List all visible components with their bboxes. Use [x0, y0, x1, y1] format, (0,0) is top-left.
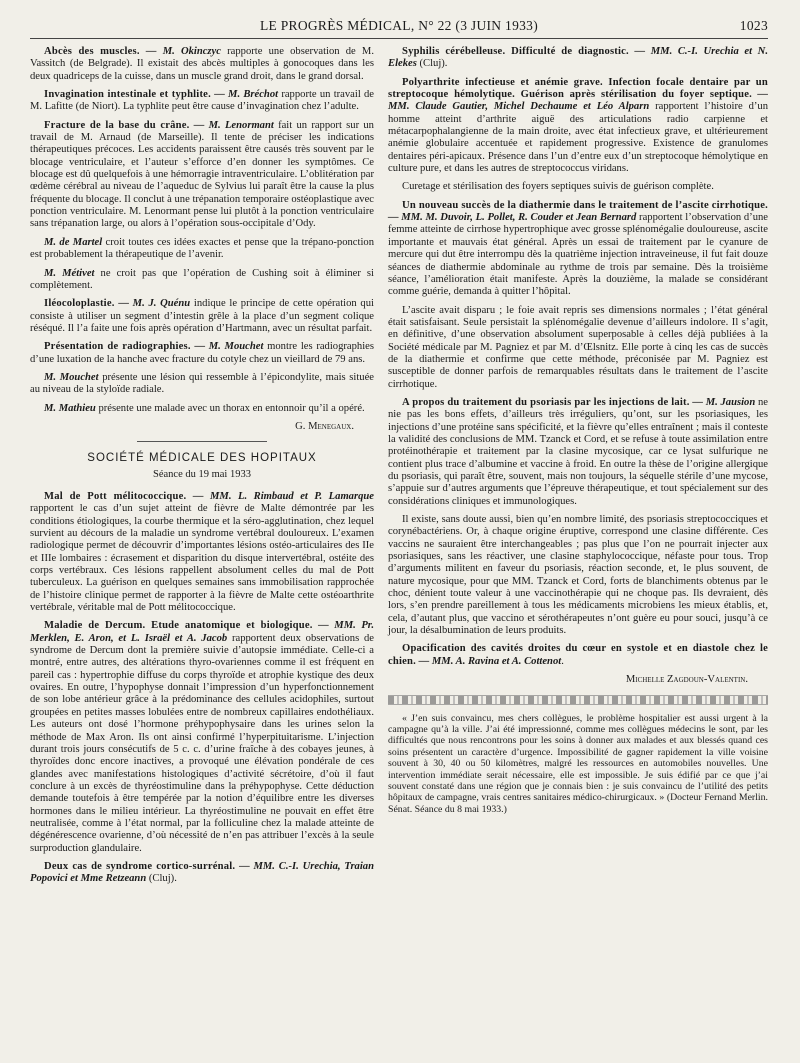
quote-paragraph: « J’en suis convaincu, mes chers collègues, le problème hospitalier est aussi urgent à la campagne qu’à la ville. J’ai été impressionné, comme mes collègues médecins le sont, par les difficultés que nous rencontrons pour les soins à donner aux malades et aux blessés quand ces soins présentent un caractère d’urgence. Impossibilité de gagner rapidement la ville voisine souvent à 30, 40 ou 50 kilomètres, malgré les ressources en automobiles nouvelles. Une intervention immédiate serait nécessaire, elle est impossible. Je suis édifié par ce que j’ai souvent constaté dans une région que je connais bien : je suis convaincu de l’utilité des petits hôpitaux de campagne, vrais centres sanitaires médico-chirurgicaux. » (Docteur Fernand Merlin. Sénat. Séance du 8 mai 1933.) — [388, 712, 768, 815]
ornamental-divider — [388, 695, 768, 705]
article-paragraph — [30, 403, 374, 415]
article-title: A propos du traitement du psoriasis par les injections de lait. — [402, 396, 690, 408]
article-body: (Cluj). — [416, 58, 448, 70]
article-authors: — M. Mouchet — [194, 341, 264, 353]
article-authors: M. de Martel — [44, 236, 103, 248]
header-rule — [30, 38, 768, 39]
article-paragraph — [30, 268, 374, 293]
article-title: Invagination intestinale et typhlite. — [44, 89, 211, 101]
article-body: . — [561, 655, 564, 667]
article-authors: — M. J. Quénu — [118, 298, 191, 310]
article-authors: — M. Lenormant — [193, 119, 274, 131]
article-body: rapporte une observation de M. Vassitch (de Belgrade). Il existait des abcès multiples à gonocoques dans les deux quadriceps de la cuisse, dans un muscle grand droit, dans le grand dorsal. — [30, 46, 374, 82]
section-divider — [137, 441, 267, 442]
article-title: Syphilis cérébelleuse. Difficulté de diagnostic. — [402, 46, 629, 57]
article-paragraph — [30, 89, 374, 114]
article-paragraph — [388, 514, 768, 637]
article-body: L’ascite avait disparu ; le foie avait repris ses dimensions normales ; l’état général était satisfaisant. Seule persistait la splénomégalie devenue d’ailleurs indolore. Il s’agit, en définitive, d’une observation absolument superposable à celles déjà publiées à la Société médicale par M. Pagniez et par M. d’Œlsnitz. Elle porte à cinq les cas de succès de la diathermie et confirme que cette méthode, préconisée par M. Pagniez est susceptible de donner parfois de remarquables résultats dans le traitement de l’ascite cirrhotique. — [388, 304, 768, 390]
article-title: Iléocoloplastie. — [44, 298, 115, 310]
article-body: ne nie pas les bons effets, d’ailleurs très irréguliers, qu’ont, sur les psoriasiques, les injections d’une protéine sans spécificité, et la fièvre qu’elles entraînent ; mais il conteste la validité des conclusions de MM. Tzanck et Cord, et se refuse à toute assimilation entre protéinothérapie et traitement par la clasine mycosique, car ce lysat sulfurique ne contient plus trace d’albumine et vaccine à froid. En outre la thèse de l’origine allergique du psoriasis, qui paraît être, souvent, mais non toujours, la séquelle stérile d’une mycose, s’appuie sur d’autres arguments que l’épreuve thérapeutique, et tout spécialement sur des considérations cliniques et immunologiques. — [388, 396, 768, 507]
running-header — [30, 18, 768, 38]
right-column — [388, 46, 768, 821]
article-authors: M. Mathieu — [44, 402, 96, 414]
article-paragraph — [30, 120, 374, 231]
article-paragraph — [30, 341, 374, 366]
article-body: Curetage et stérilisation des foyers septiques suivis de guérison complète. — [402, 181, 714, 193]
signature: Michelle Zagdoun-Valentin. — [625, 674, 748, 686]
left-column — [30, 46, 374, 892]
article-body: ne croit pas que l’opération de Cushing soit à éliminer si complètement. — [30, 267, 374, 291]
article-paragraph — [388, 643, 768, 668]
article-body: présente une malade avec un thorax en entonnoir qu’il a opéré. — [95, 402, 365, 414]
page-number: 1023 — [739, 18, 768, 33]
article-authors: — M. Bréchot — [214, 89, 279, 101]
article-body: fait un rapport sur un travail de M. Arnaud (de Marseille). Il tente de préciser les indications thérapeutiques précoces. Les accidents paraissent être causés très souvent par le blocage ventriculaire, et l’auteur s’efforce d’en donner les symptômes. Ce blocage est dû quelquefois à une hémorragie intraventriculaire. L’oblitération par œdème cérébral au niveau de l’aqueduc de Sylvius lui paraît être la cause la plus fréquente du blocage. Il conclut à une trépanation temporaire ostéoplastique avec ponction ventriculaire. M. Lenormant pense lui plutôt à la ponction ventriculaire sans trépanation large, ou alors à l’opération sous-occipitale d’Ody. — [30, 119, 374, 230]
article-authors: M. Mouchet — [44, 371, 99, 383]
article-authors: — MM. L. Rimbaud et P. Lamarque — [192, 490, 374, 502]
article-body: (Cluj). — [146, 873, 177, 885]
article-paragraph — [30, 372, 374, 397]
article-body: rapportent deux observations de syndrome de Dercum dont la première suivie d’autopsie immédiate. Celle-ci a montré, entre autres, des altérations thyro-ovariennes comme il est fréquent en pareil cas : hypertrophie diffuse du corps thyroïde et atrophie kystique des deux ovaires. En outre, l’hypophyse donnait l’impression d’un hyperfonctionnement de son lobe antérieur grâce à la prédominance des cellules acidophiles, surtout groupées en petites masses lobulées entre de nombreux capillaires endothéliaux. Les auteurs ont dosé l’hormone préhypophysaire dans les urines selon la méthode de Max Aron. Ils ont ainsi confirmé l’hyperpituitarisme. L’injection durant trois jours consécutifs de 5 c. c. d’urine fraîche à des cobayes jeunes, à thyroïdes donc encore inactives, a provoqué une élévation pondérale de ces glandes avec manifestations histologiques d’activité sécrétoire, d’où il faut conclure à un excès de thyréostimuline dans la préhypophyse. Cette déduction demande toutefois à être tempérée par la notion d’équilibre entre les diverses hormones dans le milieu intérieur. La thyréostimuline ne pouvait en effet être neutralisée, comme à l’état normal, par la folliculine chez la malade atteinte de dégénérescence ovarienne, d’où nécessité de n’en pas attribuer l’excès à la seule surproduction glandulaire. — [30, 632, 374, 854]
article-paragraph — [30, 46, 374, 83]
article-authors: — MM. A. Ravina et A. Cottenot — [418, 655, 562, 667]
article-authors: — MM. M. Duvoir, L. Pollet, R. Couder et Jean Bernard — [388, 212, 637, 224]
article-body: croit toutes ces idées exactes et pense que la trépano-ponction est probablement la thérapeutique de l’avenir. — [30, 236, 374, 261]
article-paragraph — [30, 620, 374, 855]
article-body: Il existe, sans doute aussi, bien qu’en nombre limité, des psoriasis streptococciques et corynébactériens. Or, à chaque origine éruptive, correspond une clasine différente. Ces vaccins ne sauraient être interchangeables ; pas plus que l’on ne pourrait injecter aux psoriasiques, sans les réactiver, une clasine staphylococcique, néfaste pour tous. Trop d’arguments militent en faveur du psoriasis, réaction seconde, et, le plus souvent, de nature mycosique, pour que MM. Tzanck et Cord, forts de blanchiments obtenus par le choc, dénient toute valeur à une vaccinothérapie qui ne choque pas. Ils devraient, dès lors, s’en prendre pareillement à tous les médicaments microbiens les mieux établis, et, cela, d’autant plus, que vaccino et sérothérapeutes n’ont guère eu pour souci, jusqu’à ce jour, la désalbumination de leurs produits. — [388, 514, 768, 637]
article-body: indique le principe de cette opération qui consiste à utiliser un segment d’intestin grêle à la place d’un segment colique réséqué. Il l’a faite une fois après opération d’Hartmann, avec un résultat parfait. — [30, 298, 374, 334]
article-authors: M. Métivet — [44, 267, 95, 279]
article-paragraph — [388, 181, 768, 193]
article-title: Polyarthrite infectieuse et anémie grave. Infection focale dentaire par un streptocoque hémolytique. Guérison après stérilisation du foyer septique. — [388, 76, 768, 101]
article-paragraph — [30, 298, 374, 335]
society-heading: SOCIÉTÉ MÉDICALE DES HOPITAUX — [87, 452, 317, 465]
session-date: Séance du 19 mai 1933 — [153, 468, 251, 480]
article-title: Opacification des cavités droites du cœur en systole et en diastole chez le chien. — [388, 643, 768, 667]
article-paragraph — [388, 397, 768, 508]
signature: G. Menegaux. — [295, 420, 354, 432]
article-paragraph — [30, 237, 374, 262]
article-authors: — MM. C.-I. Urechia et N. Elekes — [388, 46, 768, 70]
article-title: Fracture de la base du crâne. — [44, 119, 190, 131]
article-title: Deux cas de syndrome cortico-surrénal. — [44, 860, 236, 872]
article-title: Abcès des muscles. — [44, 46, 140, 57]
article-authors: — M. Jausion — [692, 396, 756, 408]
article-paragraph — [30, 861, 374, 886]
journal-title: LE PROGRÈS MÉDICAL, N° 22 (3 JUIN 1933) — [259, 18, 539, 33]
article-paragraph — [388, 305, 768, 391]
article-body: présente une lésion qui ressemble à l’épicondylite, mais située au niveau de la styloïde radiale. — [30, 371, 374, 396]
article-paragraph — [388, 77, 768, 176]
article-body: montre les radiographies d’une luxation de la hanche avec fracture du cotyle chez un vieillard de 79 ans. — [30, 341, 374, 365]
article-authors: — MM. Claude Gautier, Michel Dechaume et Léo Alparn — [388, 89, 769, 113]
article-paragraph — [388, 200, 768, 299]
article-title: Maladie de Dercum. Etude anatomique et biologique. — [44, 620, 313, 632]
article-authors: — MM. C.-I. Urechia, Traian Popovici et Mme Retzeann — [30, 860, 374, 885]
article-body: rapportent l’histoire d’un homme atteint d’arthrite aiguë des articulations radio carpienne et métacarpophalangienne de la main droite, avec état infectieux grave, et ultérieurement anémie globulaire accentuée et rapidement progressive. Existence de granulomes dentaires péri-apicaux. Présence dans l’un d’entre eux d’un streptocoque hémolytique en culture pure, et dans les autres de streptococcus viridans. — [388, 101, 768, 175]
article-authors: — MM. Pr. Merklen, E. Aron, et L. Israël et A. Jacob — [30, 620, 374, 644]
article-paragraph — [388, 46, 768, 71]
article-body: rapportent l’observation d’une femme atteinte de cirrhose hypertrophique avec grosse splénomégalie douloureuse, ascite importante et mauvais état général. Après un essai de traitement par le cyanure de mercure qui dut être interrompu dès la quatrième injection intraveineuse, il fut fait douze séances de diathermie abdominale au rythme de trois par semaine. Dès la troisième séance, l’amélioration était manifeste. Après la douzième, la malade se considérant comme guérie, demanda à quitter l’hôpital. — [388, 212, 769, 298]
article-paragraph — [30, 491, 374, 614]
article-body: rapportent le cas d’un sujet atteint de fièvre de Malte démontrée par les conditions étiologiques, la courbe thermique et la séro-agglutination, chez lequel survient au décours de la maladie un syndrome vertébral douloureux. L’examen radiologique permet de découvrir d’importantes lésions ostéo-articulaires des IIe et IIIe lombaires : écrasement et disparition du disque intervertébral, ostéite des corps vertébraux. Ces lésions rappellent absolument celles du mal de Pott tuberculeux. La guérison en quelques semaines sans immobilisation rapprochée de l’histoire clinique permet de rapporter à la fièvre de Malte cette ostéoarthrite vertébrale, véritable mal de Pott mélitococcique. — [30, 503, 374, 614]
article-title: Un nouveau succès de la diathermie dans le traitement de l’ascite cirrhotique. — [402, 199, 768, 211]
article-title: Mal de Pott mélitococcique. — [44, 490, 187, 502]
article-title: Présentation de radiographies. — [44, 341, 191, 353]
article-authors: — M. Okinczyc — [145, 46, 221, 57]
article-body: rapporte un travail de M. Lafitte (de Niort). La typhlite peut être cause d’invagination chez l’adulte. — [30, 89, 375, 113]
